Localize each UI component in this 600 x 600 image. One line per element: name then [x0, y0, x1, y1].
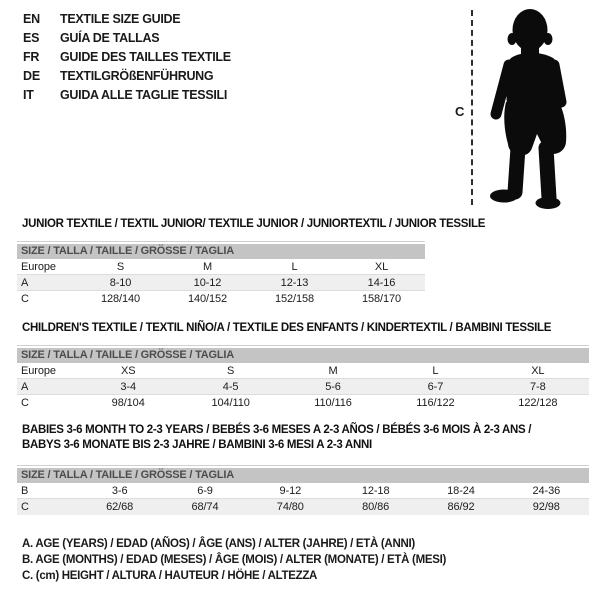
table-row: [17, 499, 589, 515]
babies-size-table: [17, 465, 589, 515]
row-label: A: [21, 277, 29, 289]
table-cell: 18-24: [447, 485, 475, 497]
table-rows: [17, 363, 589, 411]
table-cell: 86/92: [447, 501, 475, 513]
table-header-band: SIZE / TALLA / TAILLE / GRÖSSE / TAGLIA: [17, 348, 589, 363]
table-cell: 140/152: [187, 293, 228, 305]
junior-size-table: [17, 241, 425, 307]
table-row: [17, 259, 425, 275]
table-cell: M: [328, 365, 338, 377]
row-label: C: [21, 397, 29, 409]
table-cell: 14-16: [367, 277, 396, 289]
language-code: ES: [23, 30, 40, 45]
table-cell: XL: [374, 261, 389, 273]
footnote-a: A. AGE (YEARS) / EDAD (AÑOS) / ÂGE (ANS) / ALTER (JAHRE) / ETÀ (ANNI): [22, 538, 415, 550]
table-cell: 7-8: [530, 381, 546, 393]
table-row: [17, 363, 589, 379]
language-label: TEXTILE SIZE GUIDE: [60, 11, 181, 26]
table-cell: 98/104: [111, 397, 145, 409]
table-cell: 6-7: [427, 381, 444, 393]
table-cell: 68/74: [191, 501, 219, 513]
language-label: TEXTILGRÖßENFÜHRUNG: [60, 68, 214, 83]
table-cell: XL: [531, 365, 545, 377]
table-row: [17, 379, 589, 395]
row-label: B: [21, 485, 29, 497]
baby-figure: [450, 0, 600, 215]
table-cell: 152/158: [274, 293, 315, 305]
height-measure-label: C: [455, 104, 465, 119]
children-size-table: [17, 345, 589, 411]
table-cell: L: [291, 261, 298, 273]
footnotes: [22, 536, 446, 584]
language-list: [23, 9, 231, 104]
section-title: JUNIOR TEXTILE / TEXTIL JUNIOR/ TEXTILE JUNIOR / JUNIORTEXTIL / JUNIOR TESSILE: [22, 218, 486, 230]
table-cell: 116/122: [416, 397, 455, 409]
table-cell: 74/80: [276, 501, 304, 513]
table-cell: 80/86: [362, 501, 390, 513]
section-title: BABYS 3-6 MONATE BIS 2-3 JAHRE / BAMBINI 3-6 MESI A 2-3 ANNI: [22, 439, 372, 451]
language-row: [23, 66, 231, 85]
row-label: Europe: [21, 365, 56, 377]
language-code: EN: [23, 11, 40, 26]
section-title: BABIES 3-6 MONTH TO 2-3 YEARS / BEBÉS 3-6 MESES A 2-3 AÑOS / BÉBÉS 3-6 MOIS À 2-3 ANS /: [22, 424, 532, 436]
table-cell: 9-12: [279, 485, 302, 497]
table-row: [17, 275, 425, 291]
table-cell: 3-6: [111, 485, 128, 497]
table-rows: [17, 483, 589, 515]
section-children: [17, 321, 589, 411]
language-row: [23, 28, 231, 47]
table-cell: 6-9: [197, 485, 213, 497]
table-cell: 62/68: [106, 501, 134, 513]
language-label: GUÍA DE TALLAS: [60, 30, 160, 45]
row-label: C: [21, 293, 29, 305]
row-label: C: [21, 501, 29, 513]
language-row: [23, 9, 231, 28]
table-rows: [17, 259, 425, 307]
footnote-b: B. AGE (MONTHS) / EDAD (MESES) / ÂGE (MOIS) / ALTER (MONATE) / ETÀ (MESI): [22, 554, 447, 566]
language-code: IT: [23, 87, 34, 102]
footnote-c: C. (cm) HEIGHT / ALTURA / HAUTEUR / HÖHE / ALTEZZA: [22, 570, 318, 582]
section-title: CHILDREN'S TEXTILE / TEXTIL NIÑO/A / TEXTILE DES ENFANTS / KINDERTEXTIL / BAMBINI TESSILE: [22, 322, 552, 334]
language-label: GUIDA ALLE TAGLIE TESSILI: [60, 87, 228, 102]
table-cell: XS: [120, 365, 136, 377]
table-cell: S: [226, 365, 235, 377]
table-cell: 5-6: [325, 381, 341, 393]
table-row: [17, 395, 589, 411]
table-cell: 104/110: [211, 397, 250, 409]
table-cell: 8-10: [109, 277, 132, 289]
table-header-band: SIZE / TALLA / TAILLE / GRÖSSE / TAGLIA: [17, 468, 589, 483]
language-code: FR: [23, 49, 40, 64]
section-babies: [17, 423, 589, 515]
table-header-band: SIZE / TALLA / TAILLE / GRÖSSE / TAGLIA: [17, 244, 425, 259]
table-cell: 110/116: [314, 397, 352, 409]
table-cell: 24-36: [532, 485, 561, 497]
row-label: A: [21, 381, 29, 393]
table-cell: 158/170: [361, 293, 402, 305]
table-cell: 10-12: [193, 277, 222, 289]
language-label: GUIDE DES TAILLES TEXTILE: [60, 49, 231, 64]
table-cell: 12-13: [280, 277, 309, 289]
table-row: [17, 291, 425, 307]
table-cell: L: [432, 365, 439, 377]
table-cell: S: [116, 261, 125, 273]
table-cell: 4-5: [222, 381, 239, 393]
table-cell: M: [202, 261, 213, 273]
table-row: [17, 483, 589, 499]
table-cell: 92/98: [532, 501, 560, 513]
table-cell: 12-18: [361, 485, 390, 497]
section-junior: [17, 217, 589, 307]
language-code: DE: [23, 68, 40, 83]
language-row: [23, 47, 231, 66]
language-row: [23, 85, 231, 104]
height-measure-line: [471, 10, 473, 205]
baby-silhouette-icon: [485, 2, 577, 212]
row-label: Europe: [21, 261, 56, 273]
table-cell: 122/128: [518, 397, 558, 409]
table-cell: 3-4: [120, 381, 136, 393]
table-cell: 128/140: [100, 293, 141, 305]
